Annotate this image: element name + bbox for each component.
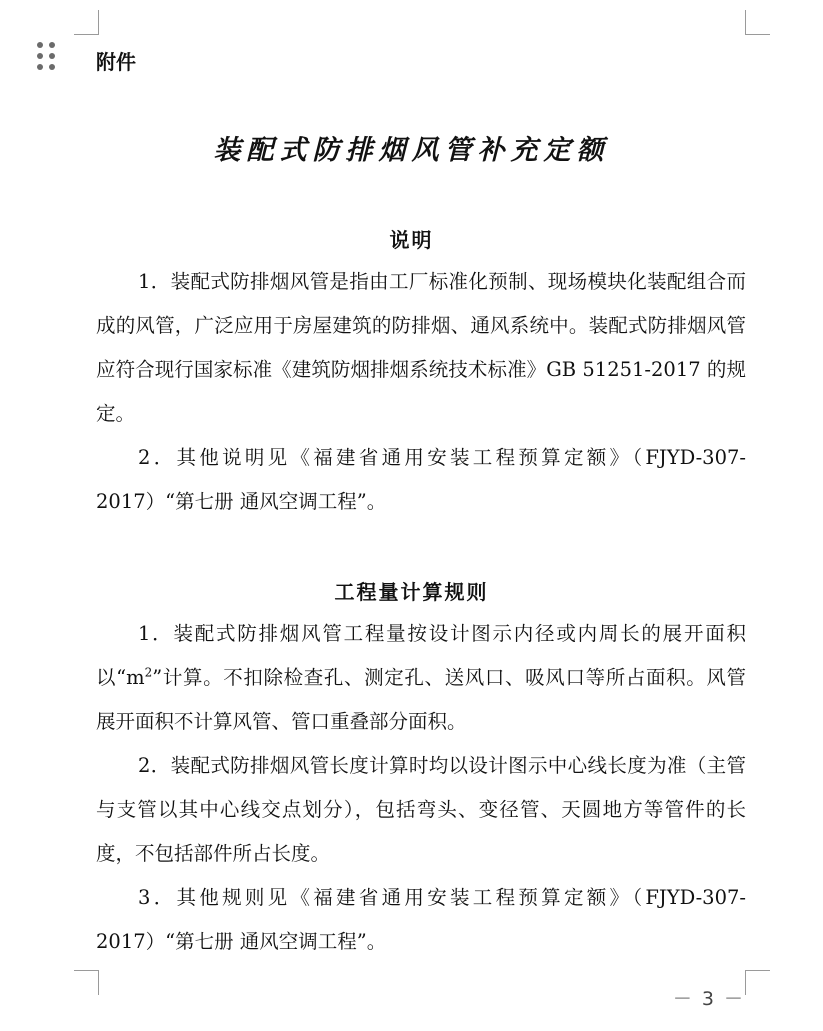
notes-heading: 说明	[389, 228, 434, 252]
rules-paragraph: 2．装配式防排烟风管长度计算时均以设计图示中心线长度为准（主管与支管以其中心线交点划分），包括弯头、变径管、天圆地方等管件的长度，不包括部件所占长度。	[96, 754, 746, 865]
document-title: 装配式防排烟风管补充定额	[213, 135, 610, 166]
crop-mark-bottom-left	[74, 970, 99, 995]
notes-paragraph: 2．其他说明见《福建省通用安装工程预算定额》（FJYD-307-2017）“第七册 通风空调工程”。	[96, 446, 746, 513]
superscript: 2	[144, 665, 153, 680]
attachment-label: 附件	[96, 50, 136, 74]
rules-heading: 工程量计算规则	[334, 580, 489, 604]
rules-paragraph-part: ”计算。不扣除检查孔、测定孔、送风口、吸风口等所占面积。风管展开面积不计算风管、管口重叠部分面积。	[96, 666, 746, 733]
drag-handle-icon[interactable]	[37, 42, 57, 72]
rules-paragraph-part: 1．装配式防排烟风管工程量按设计图示内径或内周长的展开面积以“m	[96, 622, 746, 689]
crop-mark-bottom-right	[745, 970, 770, 995]
page-number: － 3 －	[672, 988, 745, 1010]
notes-paragraph: 1．装配式防排烟风管是指由工厂标准化预制、现场模块化装配组合而成的风管，广泛应用于房屋建筑的防排烟、通风系统中。装配式防排烟风管应符合现行国家标准《建筑防烟排烟系统技术标准》GB 51251-2017 的规定。	[96, 270, 746, 425]
crop-mark-top-left	[74, 10, 99, 35]
rules-paragraph	[96, 612, 746, 744]
rules-paragraph: 3．其他规则见《福建省通用安装工程预算定额》（FJYD-307-2017）“第七册 通风空调工程”。	[96, 886, 746, 953]
crop-mark-top-right	[745, 10, 770, 35]
